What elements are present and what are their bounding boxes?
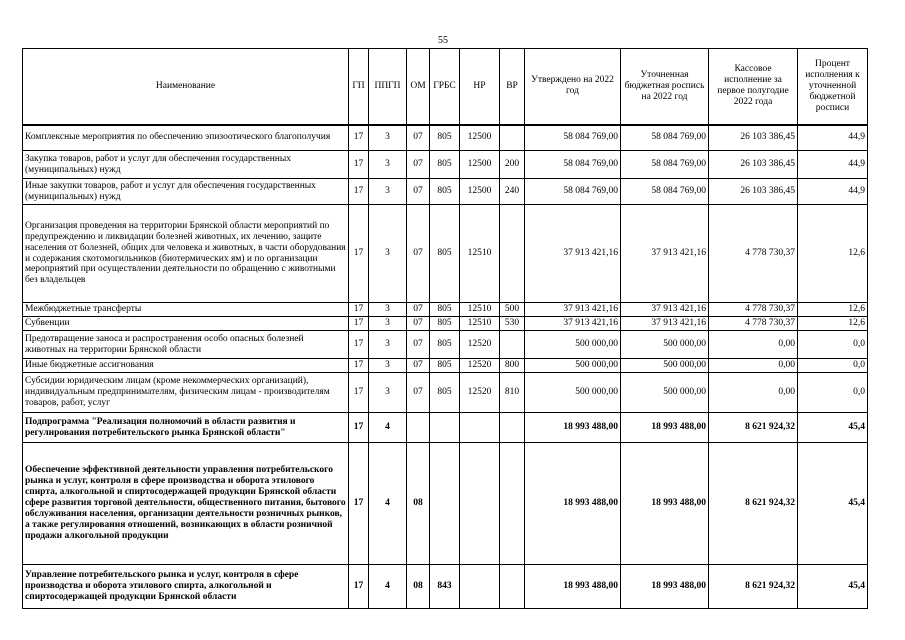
row-vr (500, 125, 525, 151)
header-row (23, 49, 868, 125)
header-om: ОМ (407, 49, 430, 125)
row-np (460, 443, 500, 565)
row-np: 12510 (460, 303, 500, 317)
row-np: 12510 (460, 205, 500, 303)
row-approved: 500 000,00 (525, 373, 621, 413)
row-approved: 58 084 769,00 (525, 125, 621, 151)
row-vr: 240 (500, 179, 525, 205)
row-grbs (430, 443, 460, 565)
table-body (23, 125, 868, 609)
row-approved: 58 084 769,00 (525, 179, 621, 205)
row-om: 07 (407, 373, 430, 413)
row-vr: 500 (500, 303, 525, 317)
row-refined: 37 913 421,16 (621, 317, 709, 331)
row-refined: 37 913 421,16 (621, 303, 709, 317)
row-ppgp: 4 (369, 413, 407, 443)
row-name: Комплексные мероприятия по обеспечению эпизоотического благополучия (23, 125, 349, 151)
row-grbs: 805 (430, 359, 460, 373)
row-refined: 500 000,00 (621, 331, 709, 359)
row-ppgp: 3 (369, 205, 407, 303)
row-percent: 45,4 (798, 443, 868, 565)
row-cash: 4 778 730,37 (709, 317, 798, 331)
table-row (23, 331, 868, 359)
row-ppgp: 3 (369, 317, 407, 331)
row-percent: 44,9 (798, 179, 868, 205)
row-grbs: 805 (430, 125, 460, 151)
row-np: 12500 (460, 151, 500, 179)
row-approved: 37 913 421,16 (525, 205, 621, 303)
row-gp: 17 (349, 373, 369, 413)
row-gp: 17 (349, 125, 369, 151)
header-ppgp: ППГП (369, 49, 407, 125)
row-ppgp: 3 (369, 303, 407, 317)
row-np: 12500 (460, 125, 500, 151)
table-row (23, 413, 868, 443)
row-om: 07 (407, 179, 430, 205)
table-row (23, 443, 868, 565)
row-name: Организация проведения на территории Брянской области мероприятий по предупреждению и ликвидации болезней животных, их лечению, защите населения от болезней, общих для человека и животных, в части оборудования и содержания скотомогильников (биотермических ям) и по организации мероприятий при осуществлении деятельности по обращению с животными без владельцев (23, 205, 349, 303)
row-ppgp: 3 (369, 179, 407, 205)
row-name: Предотвращение заноса и распространения особо опасных болезней животных на территории Брянской области (23, 331, 349, 359)
row-refined: 58 084 769,00 (621, 125, 709, 151)
row-cash: 4 778 730,37 (709, 303, 798, 317)
row-gp: 17 (349, 413, 369, 443)
row-cash: 8 621 924,32 (709, 443, 798, 565)
page-number: 55 (438, 35, 448, 46)
row-ppgp: 3 (369, 359, 407, 373)
row-om: 07 (407, 303, 430, 317)
row-percent: 0,0 (798, 331, 868, 359)
table-row (23, 565, 868, 609)
row-grbs: 805 (430, 205, 460, 303)
row-gp: 17 (349, 179, 369, 205)
row-name: Обеспечение эффективной деятельности управления потребительского рынка и услуг, контроля в сфере производства и оборота этилового спирта, алкогольной и спиртосодержащей продукции Брянской области сфере развития торговой деятельности, общественного питания, бытового обслуживания населения, организации деятельности розничных рынков, а также регулирования отношений, возникающих в области розничной продажи алкогольной продукции (23, 443, 349, 565)
row-ppgp: 3 (369, 151, 407, 179)
row-ppgp: 4 (369, 565, 407, 609)
row-percent: 44,9 (798, 125, 868, 151)
header-gp: ГП (349, 49, 369, 125)
row-grbs: 805 (430, 331, 460, 359)
row-cash: 8 621 924,32 (709, 413, 798, 443)
row-np: 12520 (460, 359, 500, 373)
row-approved: 500 000,00 (525, 331, 621, 359)
row-vr: 530 (500, 317, 525, 331)
row-gp: 17 (349, 331, 369, 359)
row-name: Закупка товаров, работ и услуг для обеспечения государственных (муниципальных) нужд (23, 151, 349, 179)
row-np (460, 413, 500, 443)
row-percent: 0,0 (798, 373, 868, 413)
row-refined: 58 084 769,00 (621, 179, 709, 205)
row-refined: 18 993 488,00 (621, 413, 709, 443)
row-gp: 17 (349, 565, 369, 609)
row-refined: 18 993 488,00 (621, 565, 709, 609)
row-refined: 37 913 421,16 (621, 205, 709, 303)
row-percent: 12,6 (798, 317, 868, 331)
row-cash: 0,00 (709, 359, 798, 373)
row-om: 07 (407, 317, 430, 331)
row-refined: 500 000,00 (621, 359, 709, 373)
header-percent: Процент исполнения к уточненной бюджетной росписи (798, 49, 868, 125)
table-row (23, 373, 868, 413)
header-vr: ВР (500, 49, 525, 125)
row-name: Подпрограмма "Реализация полномочий в области развития и регулирования потребительского рынка Брянской области" (23, 413, 349, 443)
table-row (23, 317, 868, 331)
row-percent: 44,9 (798, 151, 868, 179)
row-cash: 26 103 386,45 (709, 179, 798, 205)
row-grbs: 805 (430, 179, 460, 205)
header-cash: Кассовое исполнение за первое полугодие 2022 года (709, 49, 798, 125)
header-approved: Утверждено на 2022 год (525, 49, 621, 125)
row-gp: 17 (349, 443, 369, 565)
row-om (407, 413, 430, 443)
row-cash: 0,00 (709, 373, 798, 413)
budget-table (22, 48, 868, 609)
row-gp: 17 (349, 303, 369, 317)
header-np: НР (460, 49, 500, 125)
row-approved: 37 913 421,16 (525, 303, 621, 317)
row-cash: 4 778 730,37 (709, 205, 798, 303)
row-vr: 800 (500, 359, 525, 373)
row-np: 12520 (460, 331, 500, 359)
row-refined: 500 000,00 (621, 373, 709, 413)
header-name: Наименование (23, 49, 349, 125)
row-ppgp: 3 (369, 373, 407, 413)
row-np (460, 565, 500, 609)
row-om: 07 (407, 151, 430, 179)
header-grbs: ГРБС (430, 49, 460, 125)
row-grbs: 805 (430, 151, 460, 179)
row-refined: 18 993 488,00 (621, 443, 709, 565)
row-vr (500, 443, 525, 565)
row-vr: 810 (500, 373, 525, 413)
row-np: 12510 (460, 317, 500, 331)
row-om: 07 (407, 205, 430, 303)
row-vr (500, 565, 525, 609)
row-om: 07 (407, 125, 430, 151)
row-name: Управление потребительского рынка и услуг, контроля в сфере производства и оборота этилового спирта, алкогольной и спиртосодержащей продукции Брянской области (23, 565, 349, 609)
row-om: 08 (407, 443, 430, 565)
row-cash: 26 103 386,45 (709, 125, 798, 151)
table-row (23, 125, 868, 151)
header-refined: Уточненная бюджетная роспись на 2022 год (621, 49, 709, 125)
row-percent: 45,4 (798, 565, 868, 609)
row-percent: 45,4 (798, 413, 868, 443)
row-name: Иные закупки товаров, работ и услуг для обеспечения государственных (муниципальных) нужд (23, 179, 349, 205)
row-cash: 0,00 (709, 331, 798, 359)
row-np: 12520 (460, 373, 500, 413)
row-percent: 12,6 (798, 303, 868, 317)
row-grbs (430, 413, 460, 443)
table-row (23, 179, 868, 205)
row-np: 12500 (460, 179, 500, 205)
row-percent: 0,0 (798, 359, 868, 373)
row-name: Межбюджетные трансферты (23, 303, 349, 317)
row-approved: 58 084 769,00 (525, 151, 621, 179)
row-name: Субсидии юридическим лицам (кроме некоммерческих организаций), индивидуальным предпринимателям, физическим лицам - производителям товаров, работ, услуг (23, 373, 349, 413)
row-approved: 18 993 488,00 (525, 443, 621, 565)
row-om: 08 (407, 565, 430, 609)
table-row (23, 205, 868, 303)
table-row (23, 303, 868, 317)
row-refined: 58 084 769,00 (621, 151, 709, 179)
row-om: 07 (407, 359, 430, 373)
row-ppgp: 4 (369, 443, 407, 565)
row-grbs: 805 (430, 317, 460, 331)
row-gp: 17 (349, 205, 369, 303)
row-approved: 37 913 421,16 (525, 317, 621, 331)
row-approved: 18 993 488,00 (525, 565, 621, 609)
row-vr (500, 205, 525, 303)
row-ppgp: 3 (369, 331, 407, 359)
table-row (23, 151, 868, 179)
row-percent: 12,6 (798, 205, 868, 303)
row-name: Иные бюджетные ассигнования (23, 359, 349, 373)
row-grbs: 805 (430, 303, 460, 317)
row-approved: 18 993 488,00 (525, 413, 621, 443)
row-grbs: 805 (430, 373, 460, 413)
table-row (23, 359, 868, 373)
row-grbs: 843 (430, 565, 460, 609)
row-approved: 500 000,00 (525, 359, 621, 373)
row-cash: 8 621 924,32 (709, 565, 798, 609)
row-gp: 17 (349, 317, 369, 331)
row-om: 07 (407, 331, 430, 359)
row-vr (500, 331, 525, 359)
row-cash: 26 103 386,45 (709, 151, 798, 179)
row-vr: 200 (500, 151, 525, 179)
row-gp: 17 (349, 151, 369, 179)
row-vr (500, 413, 525, 443)
row-gp: 17 (349, 359, 369, 373)
row-ppgp: 3 (369, 125, 407, 151)
row-name: Субвенции (23, 317, 349, 331)
